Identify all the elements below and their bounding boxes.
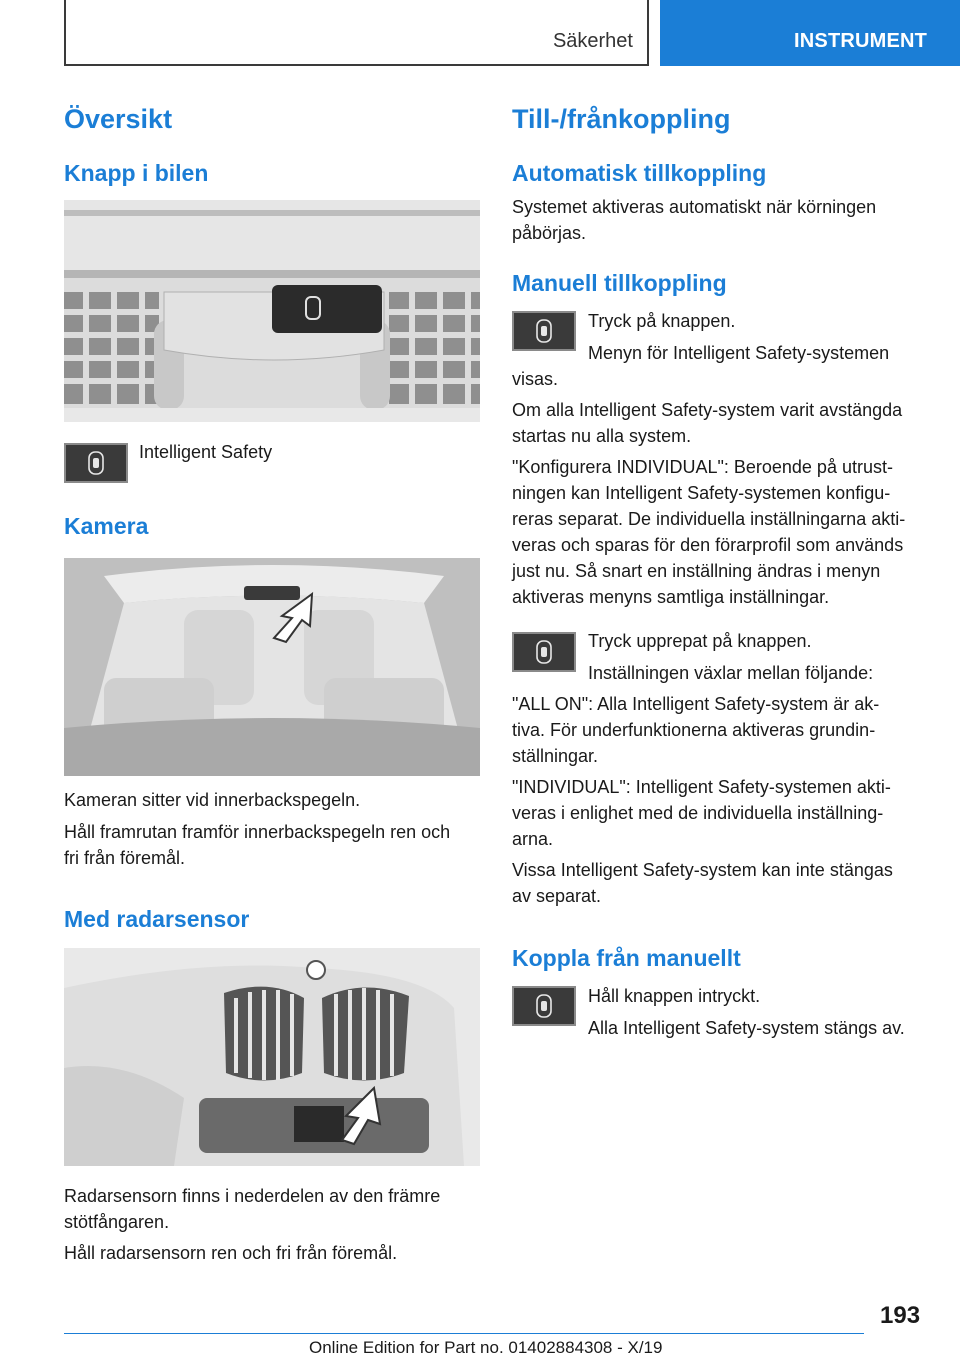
header-chapter-tab [660,0,960,66]
manual-text-2-line-6: aktiveras menyns samtliga inställningar. [512,587,830,607]
individual-line-2: veras i enlighet med de individuella inställning- [512,803,884,823]
off-step-2: Alla Intelligent Safety-system stängs av. [588,1018,905,1038]
camera-photo [64,558,480,776]
manual-text-2-line-2: ningen kan Intelligent Safety-systemen konfigu- [512,483,891,503]
off-heading: Koppla från manuellt [512,945,741,971]
right-title: Till-/frånkoppling [512,104,731,134]
camera-text-2-line-1: Håll framrutan framför innerbackspegeln ren och [64,822,451,842]
manual-text-2-line-4: veras och sparas för den förarprofil som används [512,535,904,555]
header-section-tab [64,0,649,66]
car-shield-icon [512,311,576,351]
repeat-step-1: Tryck upprepat på knappen. [588,631,812,651]
radar-text-1-line-1: Radarsensorn finns i nederdelen av den främre [64,1186,441,1206]
car-shield-icon [512,986,576,1026]
radar-text-2: Håll radarsensorn ren och fri från föremål. [64,1243,398,1263]
camera-text-2-line-2: fri från föremål. [64,848,186,868]
individual-line-1: "INDIVIDUAL": Intelligent Safety-systemen akti- [512,777,891,797]
manual-step-1: Tryck på knappen. [588,311,736,331]
dashboard-button-photo [64,200,480,422]
camera-text-1: Kameran sitter vid innerbackspegeln. [64,790,361,810]
manual-text-1-line-1: Om alla Intelligent Safety-system varit avstängda [512,400,903,420]
vissa-line-2: av separat. [512,886,602,906]
off-step-1: Håll knappen intryckt. [588,986,761,1006]
button-heading: Knapp i bilen [64,160,209,186]
auto-text-line-1: Systemet aktiveras automatiskt när körningen [512,197,877,217]
allon-line-1: "ALL ON": Alla Intelligent Safety-system är ak- [512,694,880,714]
radar-heading: Med radarsensor [64,906,250,932]
manual-text-1-line-2: startas nu alla system. [512,426,692,446]
page-number: 193 [880,1302,921,1329]
manual-heading: Manuell tillkoppling [512,270,727,296]
manual-text-2-line-1: "Konfigurera INDIVIDUAL": Beroende på utrust- [512,457,893,477]
footer-divider [64,1333,864,1334]
manual-text-2-line-5: just nu. Så snart en inställning ändras i menyn [512,561,881,581]
vissa-line-1: Vissa Intelligent Safety-system kan inte stängas [512,860,893,880]
manual-step-2-line-2: visas. [512,369,559,389]
allon-line-2: tiva. För underfunktionerna aktiveras grundin- [512,720,876,740]
footer-edition: Online Edition for Part no. 01402884308 - X/19 [309,1338,663,1357]
camera-heading: Kamera [64,513,149,539]
car-shield-icon [64,443,128,483]
radar-text-1-line-2: stötfångaren. [64,1212,170,1232]
header-chapter-label: INSTRUMENT [794,30,928,52]
left-title: Översikt [64,104,173,134]
header-section-label: Säkerhet [552,30,633,52]
individual-line-3: arna. [512,829,554,849]
repeat-step-2: Inställningen växlar mellan följande: [588,663,874,683]
auto-text-line-2: påbörjas. [512,223,587,243]
manual-step-2: Menyn för Intelligent Safety-systemen [588,343,890,363]
auto-heading: Automatisk tillkoppling [512,160,767,186]
radar-photo [64,948,480,1166]
button-label: Intelligent Safety [139,442,273,462]
car-shield-icon [512,632,576,672]
manual-text-2-line-3: reras separat. De individuella inställningarna akti- [512,509,906,529]
allon-line-3: ställningar. [512,746,599,766]
